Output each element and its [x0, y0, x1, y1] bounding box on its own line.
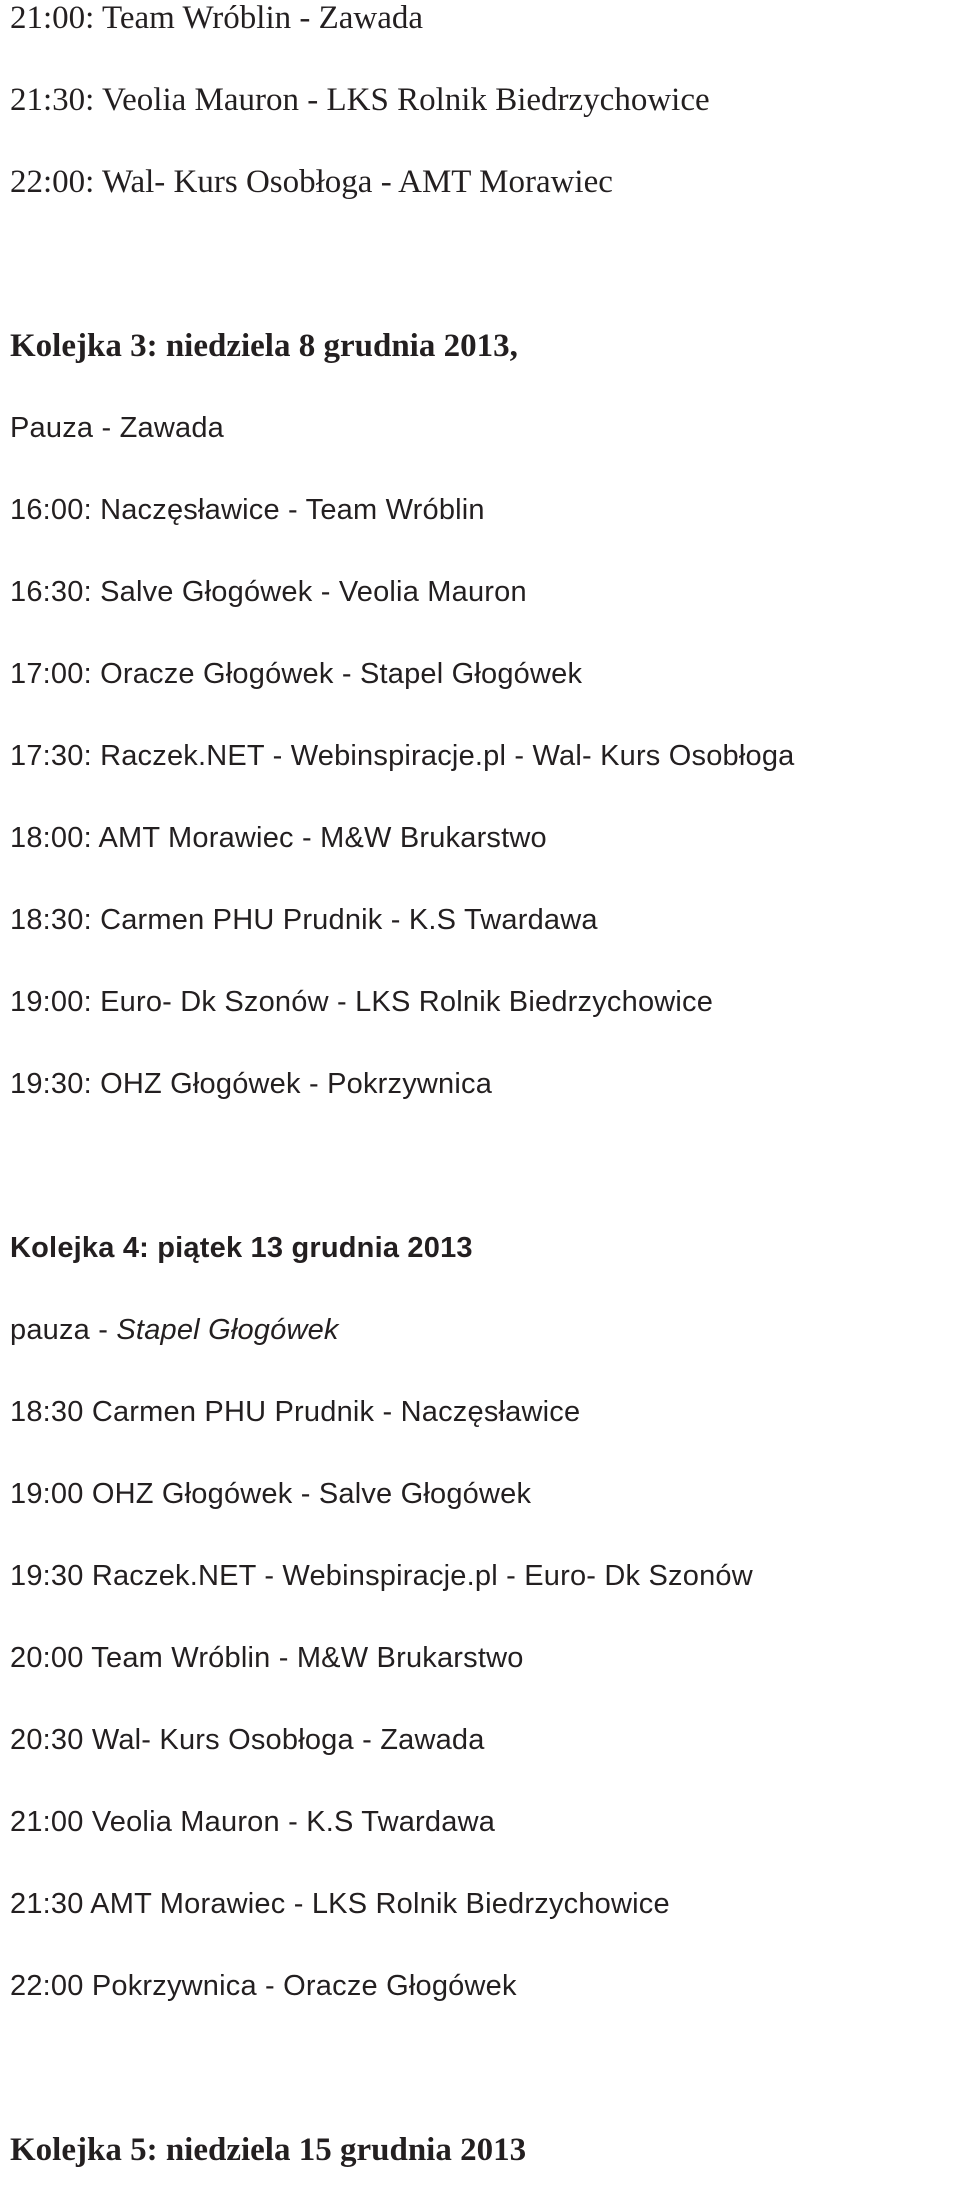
round-3-pause: Pauza - Zawada	[10, 412, 224, 444]
round-4-pause	[10, 1310, 339, 1350]
match-line: 18:30: Carmen PHU Prudnik - K.S Twardawa	[10, 904, 598, 936]
match-line: 20:30 Wal- Kurs Osobłoga - Zawada	[10, 1724, 485, 1756]
match-line: 19:00 OHZ Głogówek - Salve Głogówek	[10, 1478, 532, 1510]
match-line: 22:00 Pokrzywnica - Oracze Głogówek	[10, 1970, 517, 2002]
round-5-heading: Kolejka 5: niedziela 15 grudnia 2013	[10, 2132, 527, 2168]
match-line: 16:30: Salve Głogówek - Veolia Mauron	[10, 576, 527, 608]
match-line: 18:00: AMT Morawiec - M&W Brukarstwo	[10, 822, 547, 854]
round-3-heading: Kolejka 3: niedziela 8 grudnia 2013,	[10, 328, 518, 364]
match-line: 17:00: Oracze Głogówek - Stapel Głogówek	[10, 658, 583, 690]
match-line: 16:00: Naczęsławice - Team Wróblin	[10, 494, 485, 526]
round-4-heading: Kolejka 4: piątek 13 grudnia 2013	[10, 1232, 473, 1264]
pause-team: Stapel Głogówek	[116, 1314, 339, 1346]
match-line: 19:00: Euro- Dk Szonów - LKS Rolnik Biedrzychowice	[10, 986, 714, 1018]
pause-prefix: pauza -	[10, 1314, 117, 1346]
match-line: 21:30: Veolia Mauron - LKS Rolnik Biedrzychowice	[10, 82, 710, 118]
match-line: 22:00: Wal- Kurs Osobłoga - AMT Morawiec	[10, 164, 613, 200]
match-line: 21:30 AMT Morawiec - LKS Rolnik Biedrzychowice	[10, 1888, 670, 1920]
match-line: 21:00: Team Wróblin - Zawada	[10, 0, 424, 36]
match-line: 19:30 Raczek.NET - Webinspiracje.pl - Euro- Dk Szonów	[10, 1560, 753, 1592]
match-line: 19:30: OHZ Głogówek - Pokrzywnica	[10, 1068, 493, 1100]
match-line: 17:30: Raczek.NET - Webinspiracje.pl - Wal- Kurs Osobłoga	[10, 740, 795, 772]
match-line: 18:30 Carmen PHU Prudnik - Naczęsławice	[10, 1396, 581, 1428]
match-line: 21:00 Veolia Mauron - K.S Twardawa	[10, 1806, 496, 1838]
match-line: 20:00 Team Wróblin - M&W Brukarstwo	[10, 1642, 524, 1674]
